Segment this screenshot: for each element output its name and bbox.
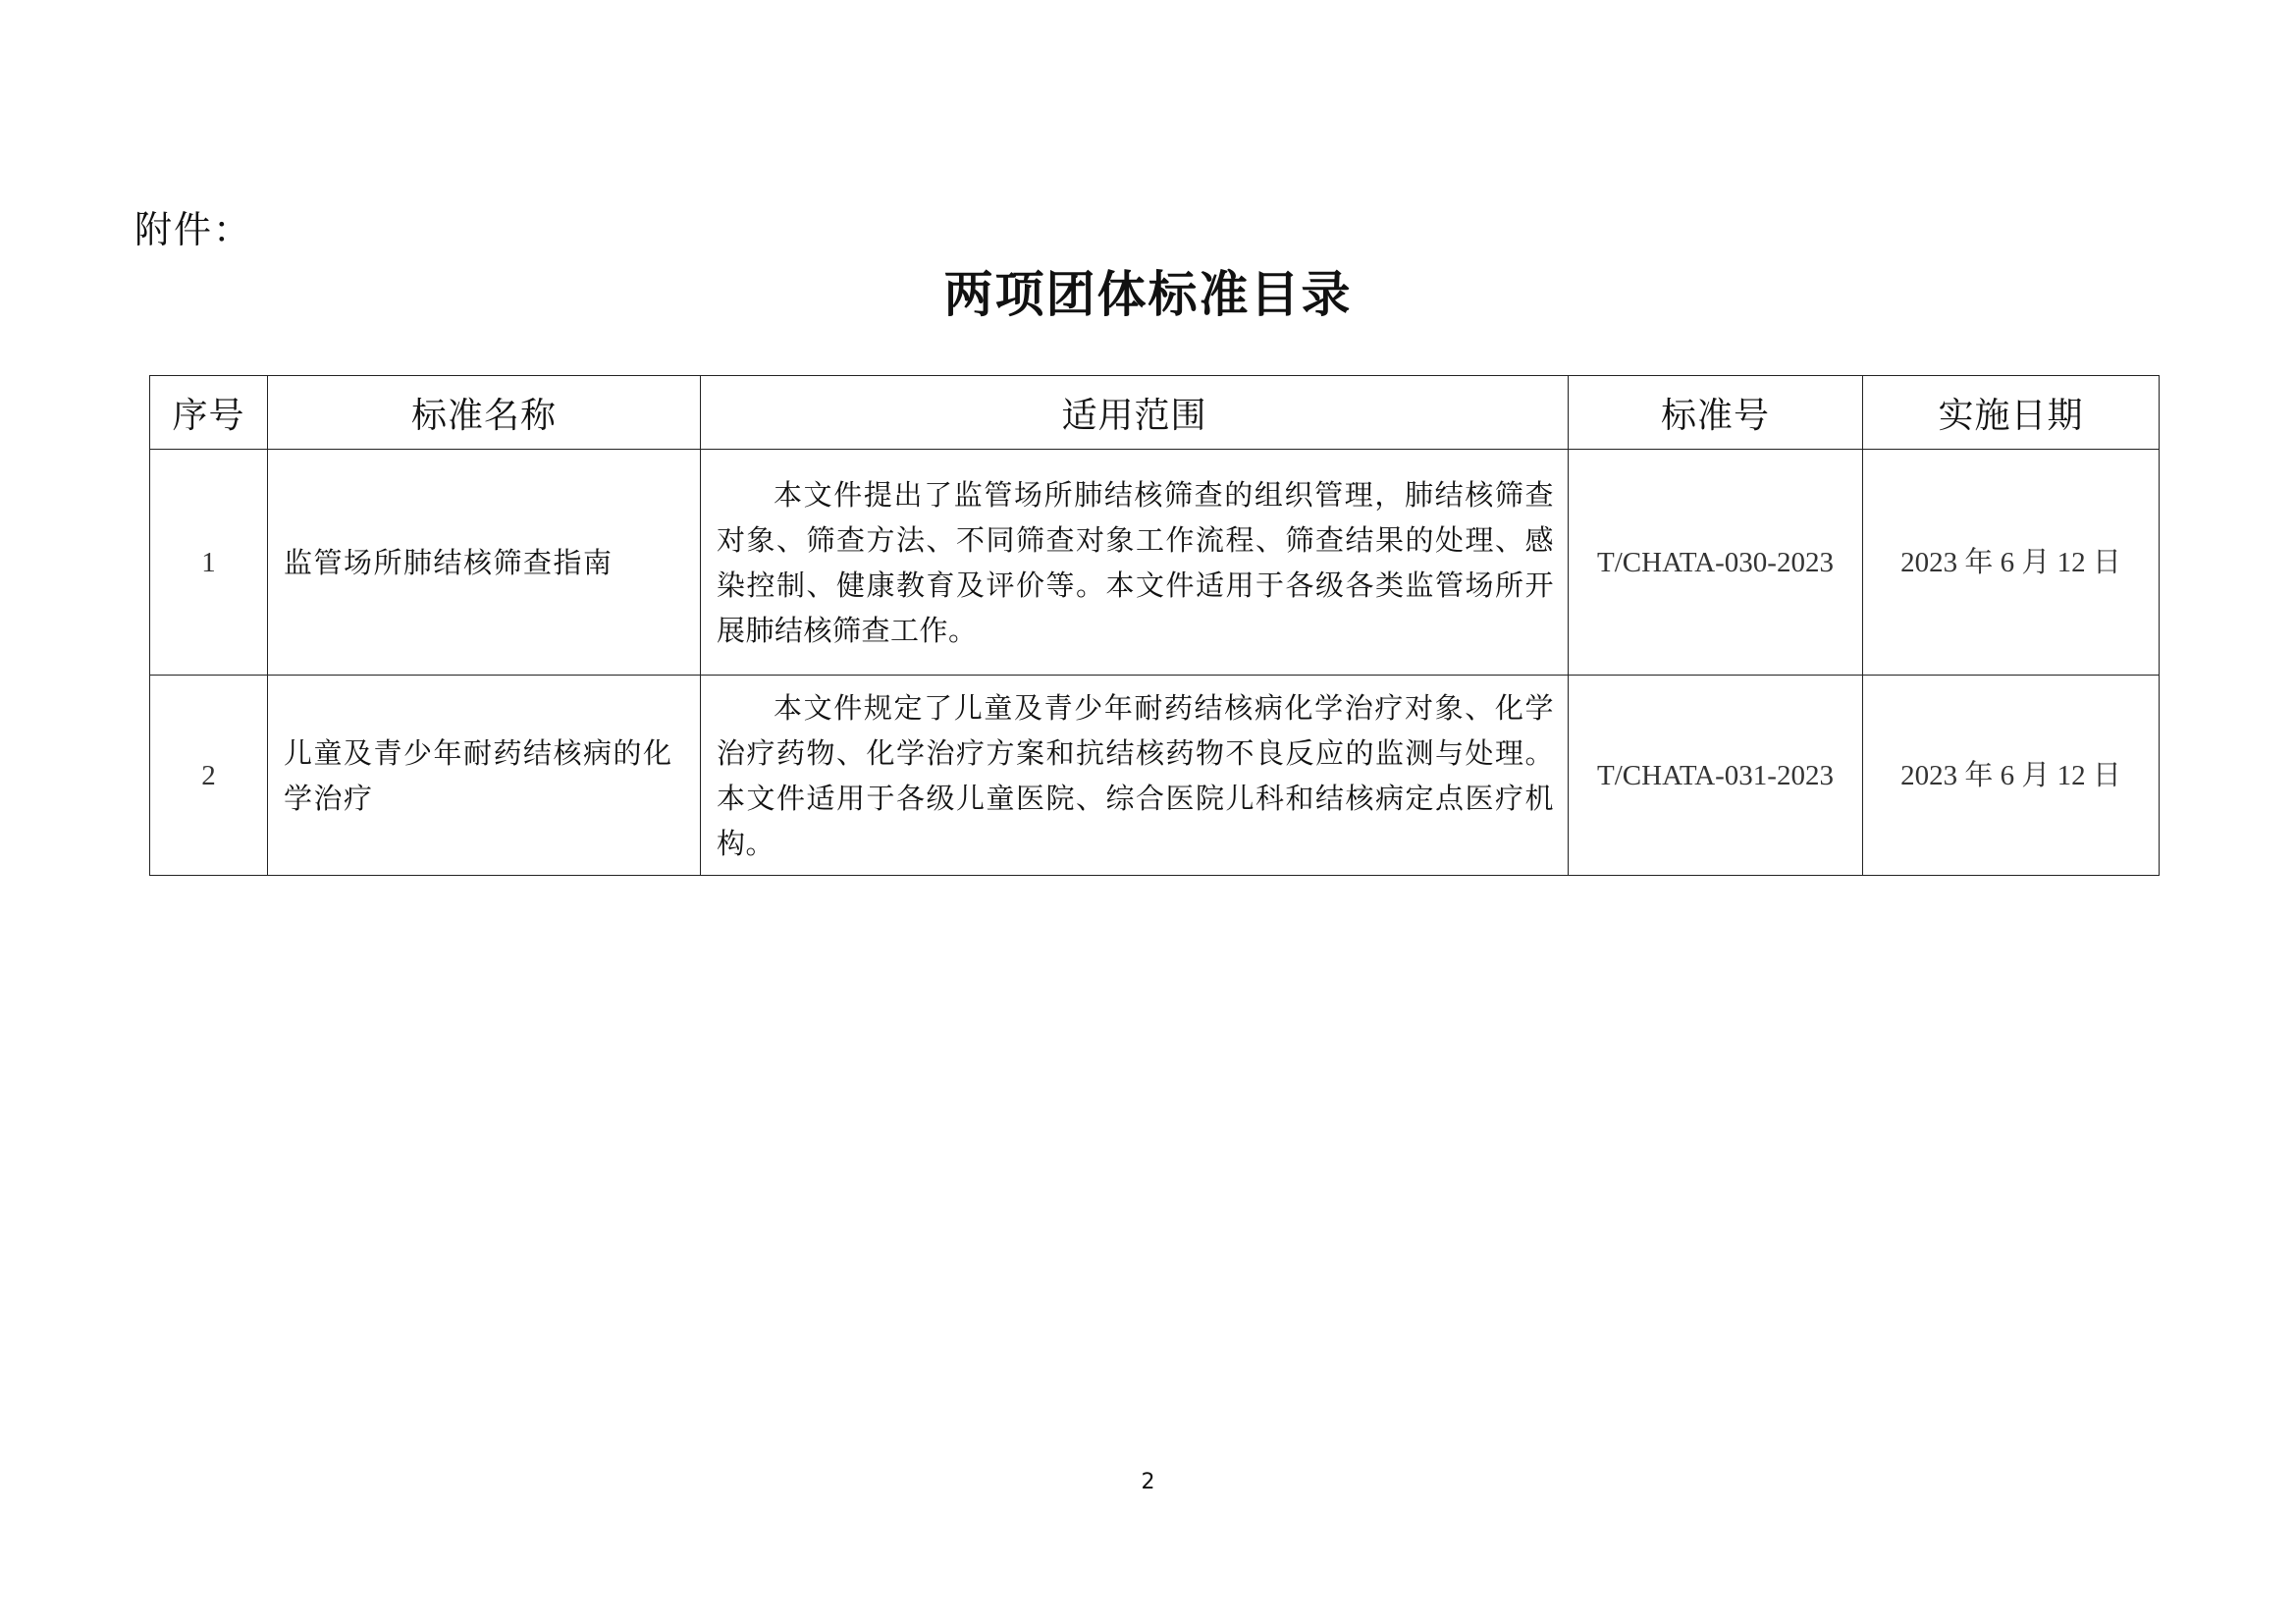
row-scope: 本文件规定了儿童及青少年耐药结核病化学治疗对象、化学治疗药物、化学治疗方案和抗结核药物不良反应的监测与处理。本文件适用于各级儿童医院、综合医院儿科和结核病定点医疗机构。 (701, 676, 1569, 876)
header-date: 实施日期 (1863, 376, 2160, 450)
header-code: 标准号 (1569, 376, 1863, 450)
row-seq: 2 (150, 676, 268, 876)
page-number: 2 (1141, 1470, 1155, 1494)
row-seq: 1 (150, 450, 268, 676)
table-row (150, 676, 2160, 876)
row-effective-date: 2023 年 6 月 12 日 (1863, 676, 2160, 876)
row-standard-code: T/CHATA-031-2023 (1569, 676, 1863, 876)
table-row (150, 450, 2160, 676)
row-standard-code: T/CHATA-030-2023 (1569, 450, 1863, 676)
row-scope: 本文件提出了监管场所肺结核筛查的组织管理，肺结核筛查对象、筛查方法、不同筛查对象工作流程、筛查结果的处理、感染控制、健康教育及评价等。本文件适用于各级各类监管场所开展肺结核筛查工作。 (701, 450, 1569, 676)
page-title: 两项团体标准目录 (943, 265, 1353, 323)
header-scope: 适用范围 (701, 376, 1569, 450)
row-standard-name: 儿童及青少年耐药结核病的化学治疗 (268, 676, 701, 876)
row-standard-name: 监管场所肺结核筛查指南 (268, 450, 701, 676)
header-name: 标准名称 (268, 376, 701, 450)
header-seq: 序号 (150, 376, 268, 450)
row-effective-date: 2023 年 6 月 12 日 (1863, 450, 2160, 676)
attachment-label: 附件： (134, 208, 253, 251)
table-header-row (150, 376, 2160, 450)
standards-table (149, 375, 2160, 876)
